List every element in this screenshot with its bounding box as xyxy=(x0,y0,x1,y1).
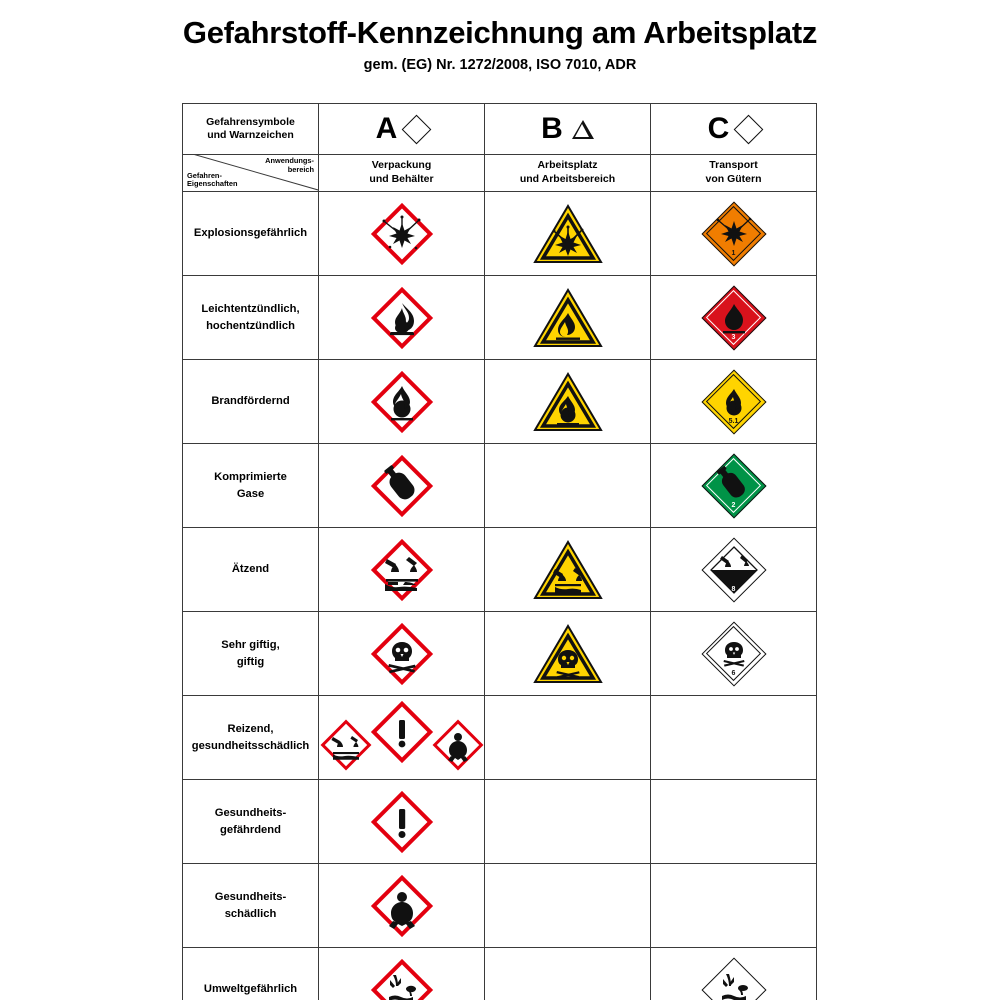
cell-c-health-warning-empty xyxy=(651,780,817,864)
w002-explosive-warning-icon xyxy=(533,203,603,265)
cell-c-oxidizing xyxy=(651,360,817,444)
corner-label: Gefahrensymbole und Warnzeichen xyxy=(206,115,295,141)
cell-c-toxic xyxy=(651,612,817,696)
w028-oxidizing-warning-icon xyxy=(533,371,603,433)
table-row xyxy=(183,864,817,948)
row-label-flammable: Leichtentzündlich, hochentzündlich xyxy=(183,276,319,360)
adr-class-number: 1 xyxy=(731,249,736,257)
adr3-flammable-liquid-icon xyxy=(702,286,766,350)
cell-b-gases-empty xyxy=(485,444,651,528)
table-row xyxy=(183,360,817,444)
ghs05-corrosive-icon xyxy=(321,720,371,770)
adr5-oxidizing-icon xyxy=(702,370,766,434)
column-header-a xyxy=(319,104,485,155)
table-row xyxy=(183,948,817,1000)
diamond-outline-icon xyxy=(402,114,432,144)
cell-a-flammable xyxy=(319,276,485,360)
cell-a-environment xyxy=(319,948,485,1000)
adr8-corrosive-icon xyxy=(702,538,766,602)
cell-c-irritant-empty xyxy=(651,696,817,780)
adr-class-number: 3 xyxy=(731,333,736,341)
adr-class-number: 5.1 xyxy=(728,417,739,425)
column-header-c xyxy=(651,104,817,155)
adr-class-number: 8 xyxy=(731,585,736,593)
ghs09-environment-icon xyxy=(371,959,433,1000)
cell-a-gases xyxy=(319,444,485,528)
row-label-gases: Komprimierte Gase xyxy=(183,444,319,528)
adr-class-number: 6 xyxy=(731,669,736,677)
poster xyxy=(0,17,1000,1000)
table-row xyxy=(183,696,817,780)
table-row xyxy=(183,612,817,696)
adr-class-number: 2 xyxy=(731,501,736,509)
table-header-row-captions xyxy=(183,155,817,192)
cell-c-environment xyxy=(651,948,817,1000)
cell-c-explosive xyxy=(651,192,817,276)
column-letter-b: B xyxy=(541,112,563,145)
diamond-outline-icon xyxy=(734,114,764,144)
ghs08-health-hazard-icon xyxy=(433,720,483,770)
adr1-explosive-icon xyxy=(702,202,766,266)
table-row xyxy=(183,444,817,528)
ghs01-explosive-icon xyxy=(371,203,433,265)
table-row xyxy=(183,780,817,864)
table-row xyxy=(183,192,817,276)
cell-b-oxidizing xyxy=(485,360,651,444)
axis-label-properties: Gefahren- Eigenschaften xyxy=(187,170,238,189)
row-label-health-warning: Gesundheits- gefährdend xyxy=(183,780,319,864)
corner-header-cell xyxy=(183,104,319,155)
column-caption-b: Arbeitsplatz und Arbeitsbereich xyxy=(485,155,651,192)
adr2-non-flammable-gas-icon xyxy=(702,454,766,518)
cell-a-health-warning xyxy=(319,780,485,864)
cell-a-corrosive xyxy=(319,528,485,612)
ghs04-gas-cylinder-icon xyxy=(371,455,433,517)
cell-b-explosive xyxy=(485,192,651,276)
cell-a-toxic xyxy=(319,612,485,696)
row-label-corrosive: Ätzend xyxy=(183,528,319,612)
cell-b-health-warning-empty xyxy=(485,780,651,864)
hazard-matrix-table xyxy=(182,103,817,1000)
column-caption-c: Transport von Gütern xyxy=(651,155,817,192)
w023-corrosive-warning-icon xyxy=(533,539,603,601)
table-row xyxy=(183,276,817,360)
row-label-explosive: Explosionsgefährlich xyxy=(183,192,319,276)
row-label-oxidizing: Brandfördernd xyxy=(183,360,319,444)
ghs03-oxidizing-icon xyxy=(371,371,433,433)
cell-c-health-hazard-empty xyxy=(651,864,817,948)
cell-b-irritant-empty xyxy=(485,696,651,780)
row-label-health-hazard: Gesundheits- schädlich xyxy=(183,864,319,948)
cell-b-health-hazard-empty xyxy=(485,864,651,948)
cell-c-corrosive xyxy=(651,528,817,612)
page-title: Gefahrstoff-Kennzeichnung am Arbeitsplatz xyxy=(182,15,818,50)
table-header-row-letters xyxy=(183,104,817,155)
cell-b-flammable xyxy=(485,276,651,360)
row-label-irritant: Reizend, gesundheitsschädlich xyxy=(183,696,319,780)
ghs08-health-hazard-icon xyxy=(371,875,433,937)
column-letter-c: C xyxy=(707,112,730,145)
cell-b-toxic xyxy=(485,612,651,696)
ghs06-toxic-icon xyxy=(371,623,433,685)
page-subtitle: gem. (EG) Nr. 1272/2008, ISO 7010, ADR xyxy=(363,56,637,73)
ghs05-corrosive-icon xyxy=(371,539,433,601)
cell-a-oxidizing xyxy=(319,360,485,444)
cell-a-explosive xyxy=(319,192,485,276)
ghs02-flammable-icon xyxy=(371,287,433,349)
triangle-outline-icon xyxy=(572,120,594,139)
cell-a-irritant xyxy=(319,696,485,780)
adr9-environmentally-hazardous-icon xyxy=(702,958,766,1000)
adr6-toxic-icon xyxy=(702,622,766,686)
column-letter-a: A xyxy=(375,112,398,145)
axis-label-domain: Anwendungs- bereich xyxy=(265,156,314,174)
w021-flammable-warning-icon xyxy=(533,287,603,349)
cell-c-gases xyxy=(651,444,817,528)
ghs07-harmful-exclamation-icon xyxy=(371,791,433,853)
column-header-b xyxy=(485,104,651,155)
row-label-environment: Umweltgefährlich xyxy=(183,948,319,1000)
column-caption-a: Verpackung und Behälter xyxy=(319,155,485,192)
cell-c-flammable xyxy=(651,276,817,360)
w016-toxic-warning-icon xyxy=(533,623,603,685)
ghs07-harmful-exclamation-icon xyxy=(371,701,433,763)
cell-a-health-hazard xyxy=(319,864,485,948)
cell-b-environment-empty xyxy=(485,948,651,1000)
row-label-toxic: Sehr giftig, giftig xyxy=(183,612,319,696)
axis-split-cell xyxy=(183,155,319,192)
table-row xyxy=(183,528,817,612)
cell-b-corrosive xyxy=(485,528,651,612)
